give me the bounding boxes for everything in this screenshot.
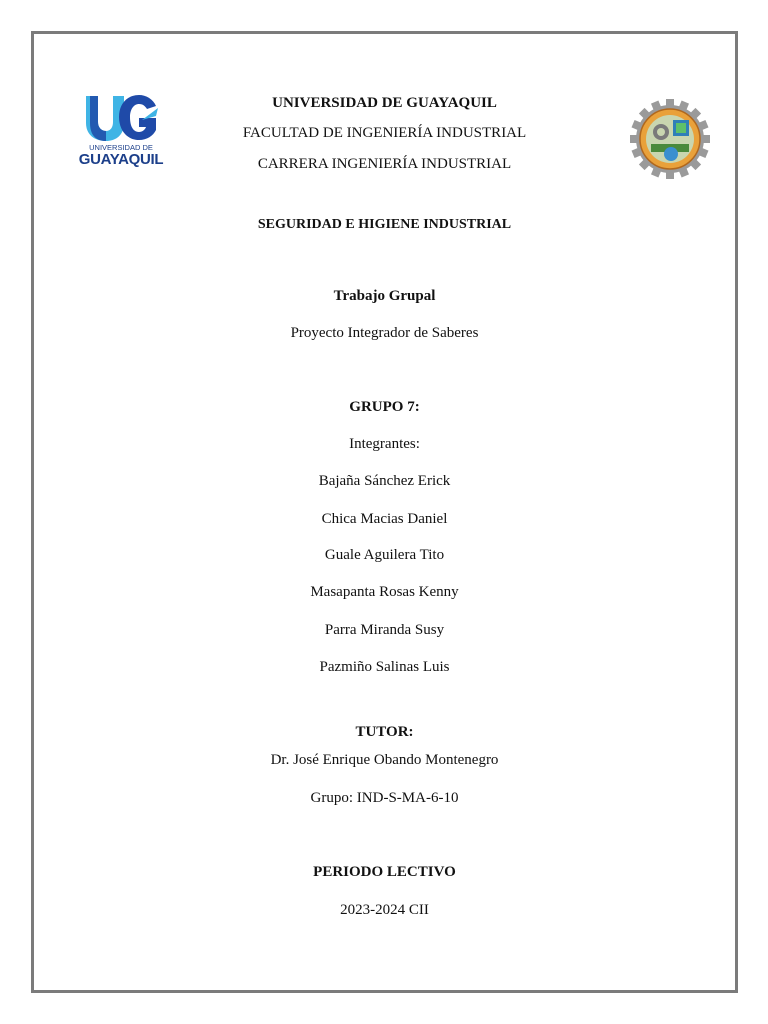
members-label: Integrantes:: [349, 436, 420, 452]
member-name: Masapanta Rosas Kenny: [310, 584, 459, 600]
document-page: [31, 31, 738, 993]
university-name: UNIVERSIDAD DE GUAYAQUIL: [272, 95, 497, 111]
university-logo-subtitle: UNIVERSIDAD DE: [89, 143, 153, 152]
period-label: PERIODO LECTIVO: [313, 864, 456, 880]
group-code: Grupo: IND-S-MA-6-10: [310, 790, 459, 806]
university-logo-name: GUAYAQUIL: [78, 151, 164, 168]
group-title: GRUPO 7:: [349, 399, 420, 415]
career-name: CARRERA INGENIERÍA INDUSTRIAL: [257, 156, 512, 172]
tutor-name: Dr. José Enrique Obando Montenegro: [270, 752, 499, 768]
member-name: Chica Macias Daniel: [321, 511, 448, 527]
member-name: Guale Aguilera Tito: [324, 547, 445, 563]
project-name: Proyecto Integrador de Saberes: [290, 325, 479, 341]
member-name: Parra Miranda Susy: [324, 622, 445, 638]
subject-title: SEGURIDAD E HIGIENE INDUSTRIAL: [257, 217, 512, 232]
work-type: Trabajo Grupal: [333, 288, 436, 304]
member-name: Pazmiño Salinas Luis: [319, 659, 450, 675]
period-value: 2023-2024 CII: [340, 902, 429, 918]
faculty-name: FACULTAD DE INGENIERÍA INDUSTRIAL: [242, 125, 527, 141]
tutor-label: TUTOR:: [355, 724, 414, 740]
member-name: Bajaña Sánchez Erick: [318, 473, 451, 489]
